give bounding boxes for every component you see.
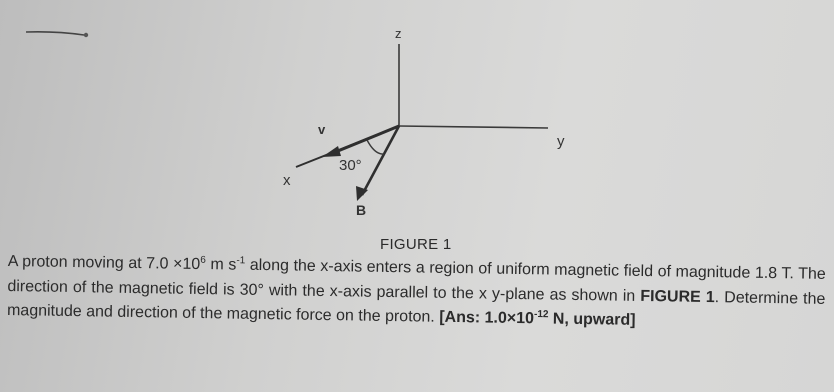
speed-exponent: 6 bbox=[200, 254, 206, 266]
problem-text bbox=[7, 250, 826, 336]
speed-value: 7.0 ×10 bbox=[146, 255, 201, 274]
z-axis-label: z bbox=[395, 26, 402, 41]
figure-reference: FIGURE 1 bbox=[640, 287, 715, 306]
y-axis-label: y bbox=[557, 133, 565, 150]
magnetic-field-vector bbox=[362, 126, 399, 195]
speed-unit: m s bbox=[205, 256, 237, 274]
velocity-label: v bbox=[318, 122, 326, 137]
text-part: . Determine the magnitude and direction of the magnetic force on the proton. bbox=[6, 288, 826, 326]
answer-exponent: -12 bbox=[533, 308, 549, 321]
problem-paragraph bbox=[7, 250, 826, 336]
angle-label: 30° bbox=[339, 157, 362, 174]
answer-value: 1.0×10 bbox=[484, 309, 535, 328]
figure-caption: FIGURE 1 bbox=[380, 236, 452, 253]
answer-tail: N, upward] bbox=[548, 310, 636, 329]
y-axis bbox=[399, 126, 548, 128]
velocity-arrowhead bbox=[322, 146, 341, 157]
angle-arc bbox=[367, 140, 384, 154]
unit-exponent: -1 bbox=[236, 255, 246, 267]
text-part: along the x-axis enters a region of uniform magnetic field of magnitude 1.8 T. The direction of the magnetic field is 30° with the x-axis parallel to the x y-plane as shown in bbox=[7, 256, 826, 305]
text-part: A proton moving at bbox=[7, 252, 147, 273]
magnetic-field-label: B bbox=[356, 202, 367, 218]
x-axis-label: x bbox=[283, 172, 291, 189]
answer-label: [Ans: bbox=[439, 308, 485, 327]
velocity-vector bbox=[333, 126, 399, 153]
